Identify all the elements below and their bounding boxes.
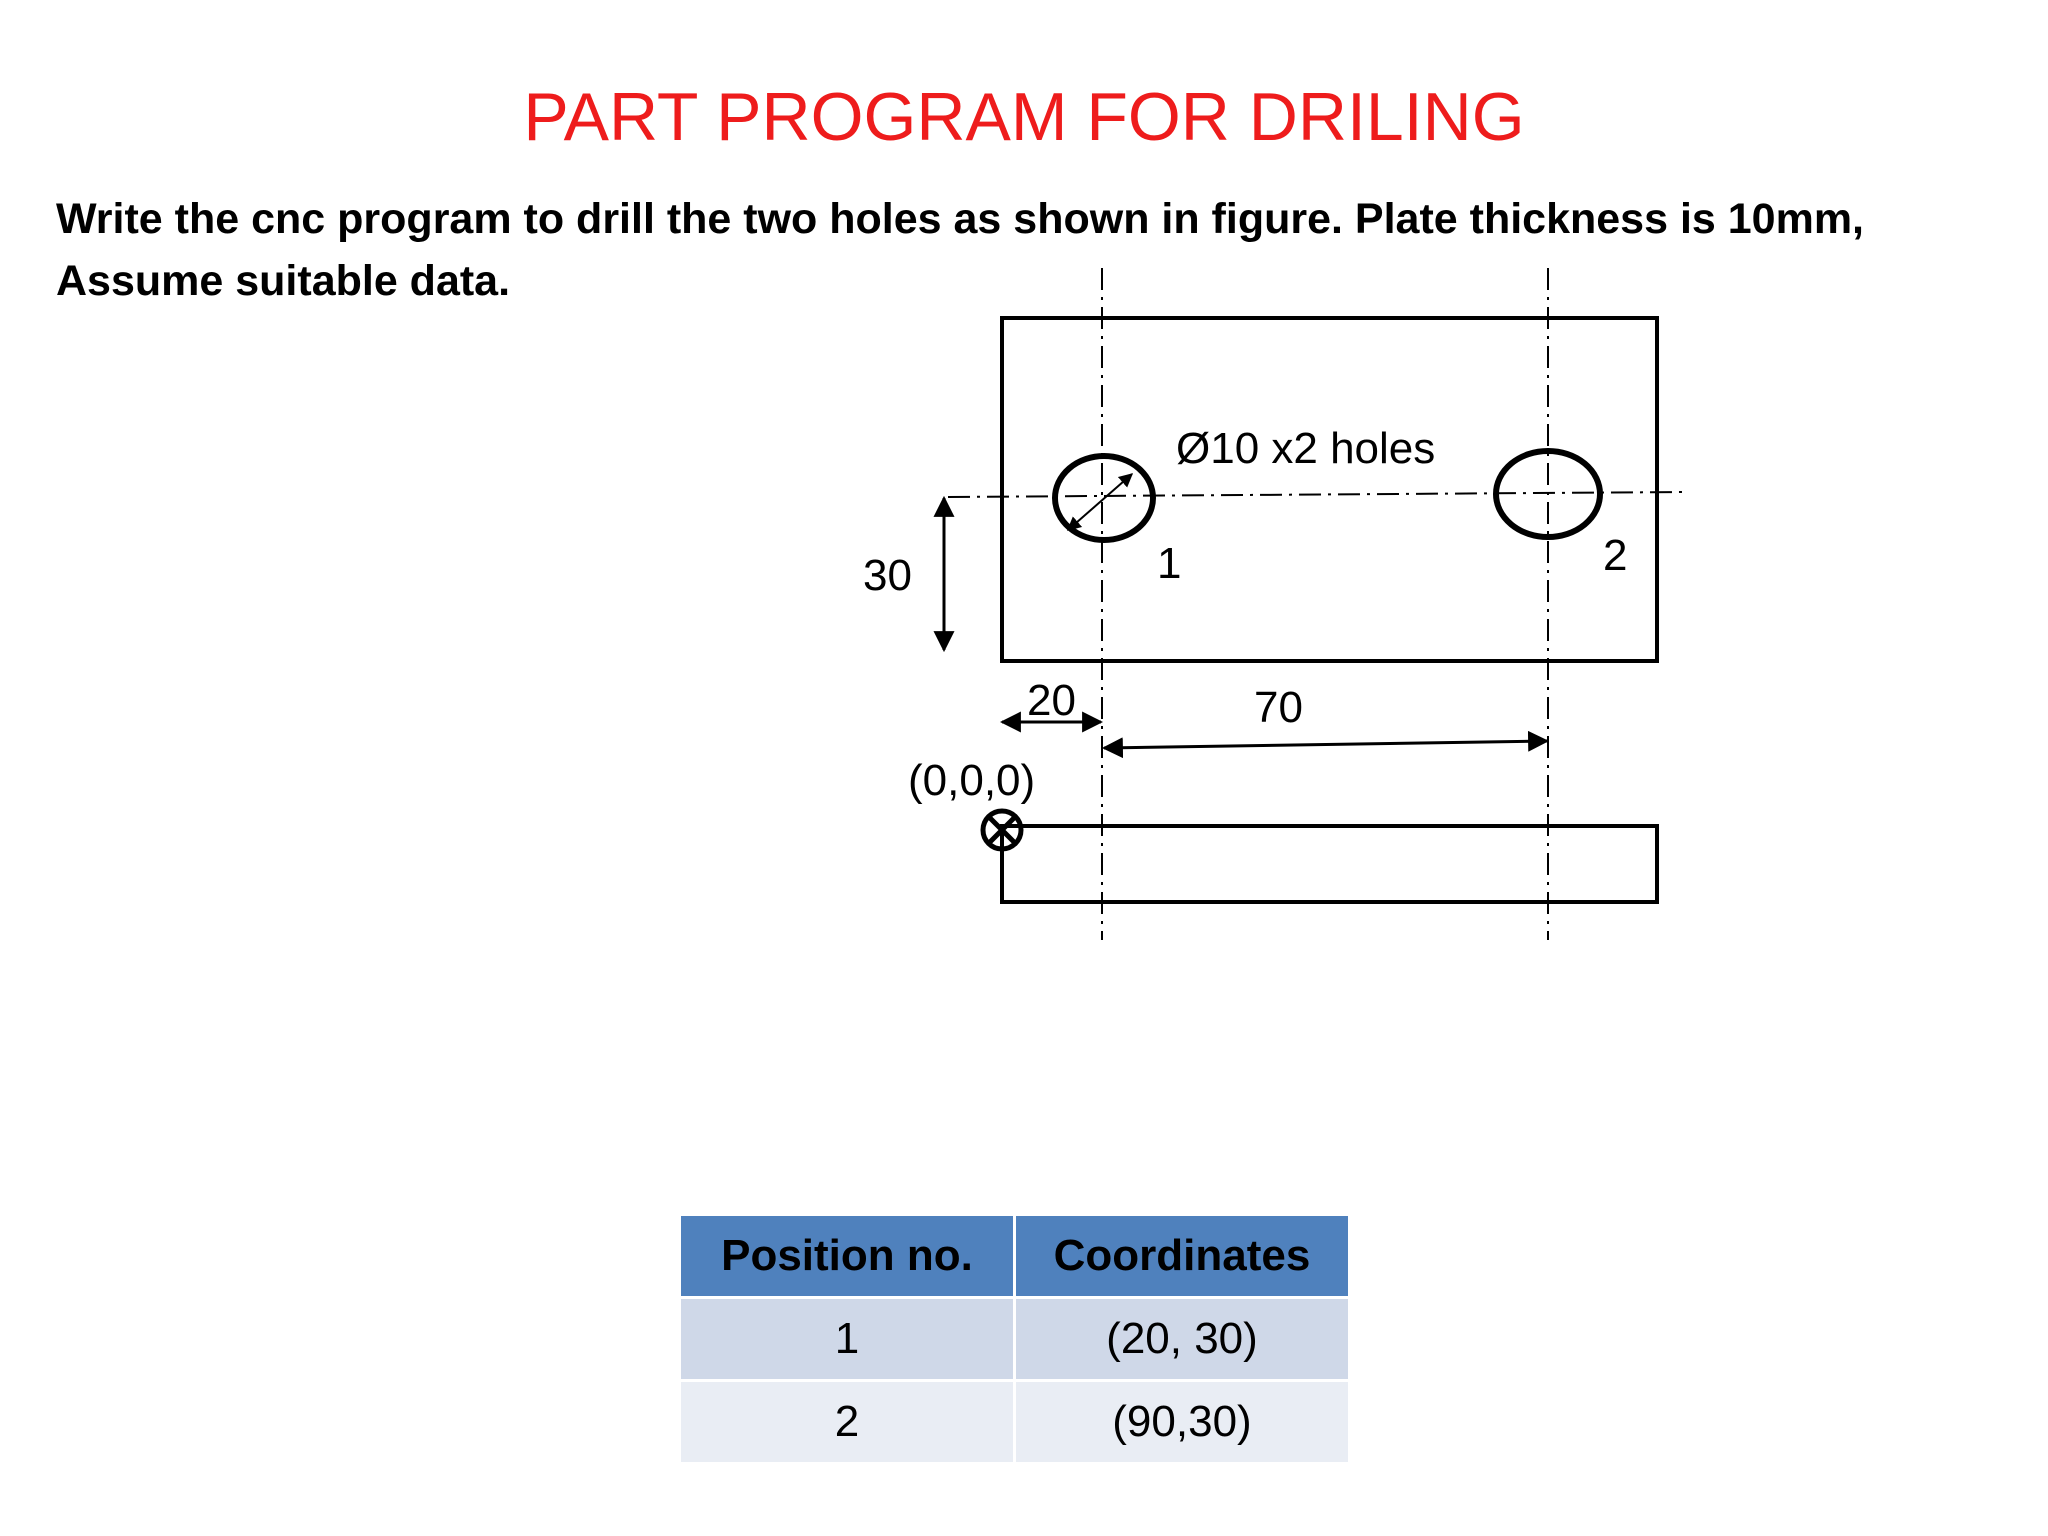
position-cell: 2 bbox=[680, 1381, 1015, 1464]
diameter-arrow bbox=[1068, 474, 1132, 530]
hole1-label: 1 bbox=[1157, 539, 1182, 588]
hole2-label: 2 bbox=[1603, 531, 1628, 580]
slide-title: PART PROGRAM FOR DRILING bbox=[523, 79, 1525, 155]
plate-front-view bbox=[1002, 826, 1657, 902]
table-row bbox=[680, 1381, 1350, 1464]
position-cell: 1 bbox=[680, 1298, 1015, 1381]
coordinates-cell: (90,30) bbox=[1015, 1381, 1350, 1464]
horizontal-centerline bbox=[948, 492, 1687, 497]
hole-callout: Ø10 x2 holes bbox=[1176, 424, 1436, 473]
plate-top-view bbox=[1002, 318, 1657, 661]
table-header-row bbox=[680, 1215, 1350, 1298]
vertical-dimension-label: 30 bbox=[863, 551, 912, 600]
problem-statement: Write the cnc program to drill the two holes as shown in figure. Plate thickness is 10mm, Assume suitable data. bbox=[56, 195, 1864, 305]
table-row bbox=[680, 1298, 1350, 1381]
coordinates-cell: (20, 30) bbox=[1015, 1298, 1350, 1381]
header-coordinates: Coordinates bbox=[1015, 1215, 1350, 1298]
origin-label: (0,0,0) bbox=[908, 756, 1036, 805]
hole-spacing-dimension-label: 70 bbox=[1254, 683, 1303, 732]
hole-spacing-dimension-arrow bbox=[1104, 741, 1547, 748]
header-position: Position no. bbox=[680, 1215, 1015, 1298]
coordinates-table bbox=[678, 1213, 1351, 1465]
x-offset-dimension-label: 20 bbox=[1027, 676, 1076, 725]
